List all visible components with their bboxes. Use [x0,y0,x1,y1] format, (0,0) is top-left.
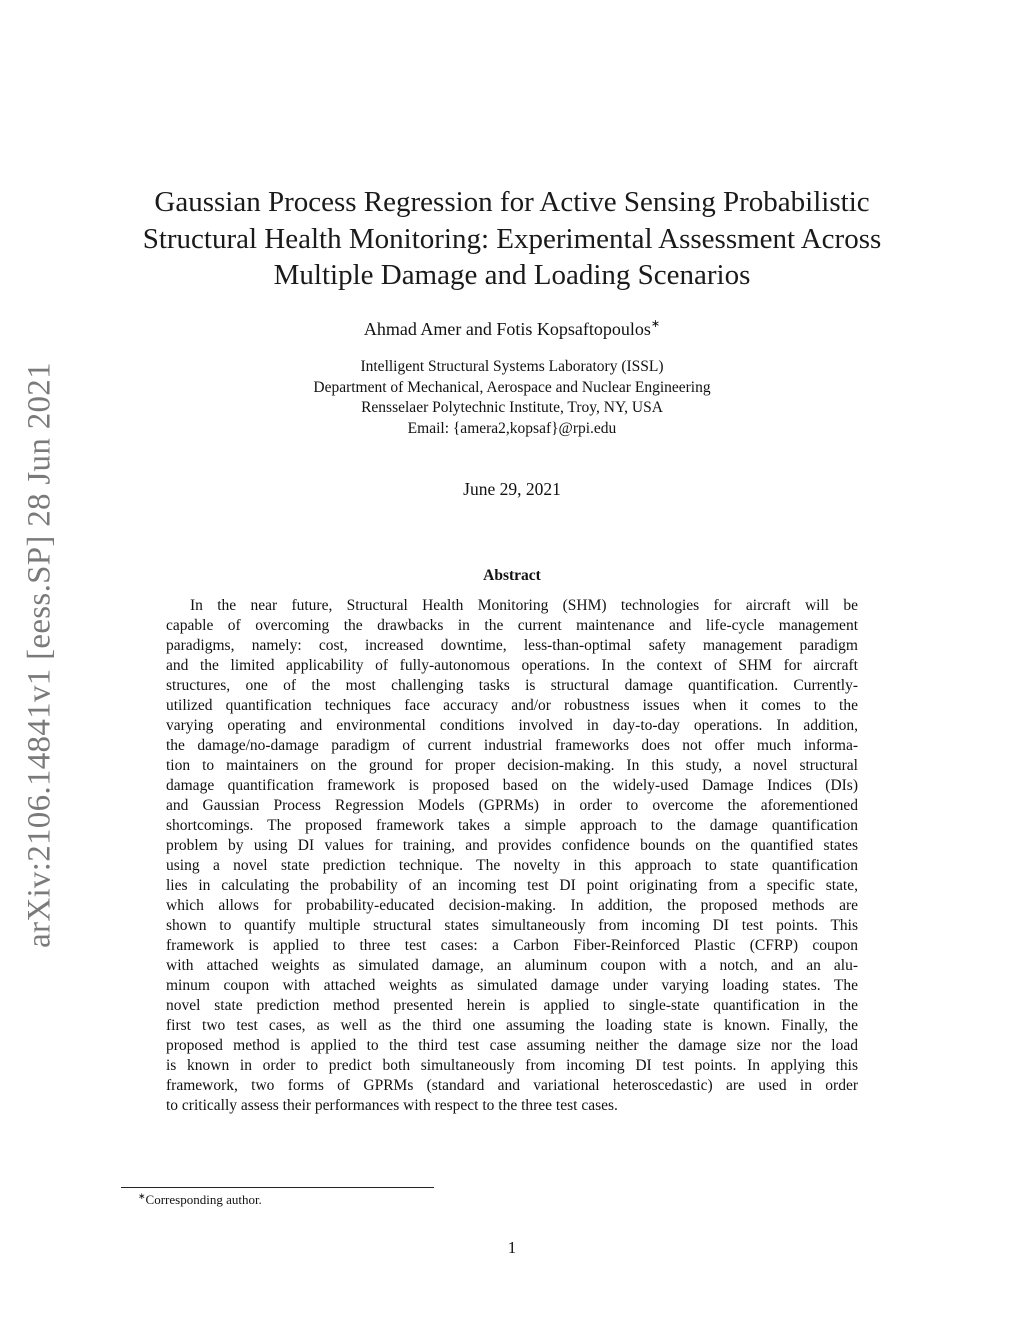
affiliation-line: Department of Mechanical, Aerospace and Nuclear Engineering [313,378,711,396]
abstract-line: first two test cases, as well as the third one assuming the loading state is known. Finally, the [166,1017,858,1034]
abstract-line: the damage/no-damage paradigm of current industrial frameworks does not offer much informa- [166,737,858,754]
arxiv-identifier-text: arXiv:2106.14841v1 [eess.SP] 28 Jun 2021 [21,362,58,948]
paper-date: June 29, 2021 [463,479,561,499]
footnote-mark: ∗ [138,1191,146,1201]
abstract-line: proposed method is applied to the third test case assuming neither the damage size nor the load [166,1037,858,1054]
abstract-line: novel state prediction method presented herein is applied to single-state quantification in the [166,997,858,1014]
abstract-line: with attached weights as simulated damage, an aluminum coupon with a notch, and an alu- [166,957,858,974]
abstract-line: lies in calculating the probability of an incoming test DI point originating from a specific state, [166,877,858,894]
abstract-line: capable of overcoming the drawbacks in the current maintenance and life-cycle management [166,617,858,634]
abstract-line: and Gaussian Process Regression Models (GPRMs) in order to overcome the aforementioned [166,797,858,814]
abstract-line: minum coupon with attached weights as simulated damage under varying loading states. The [166,977,858,994]
abstract-line: framework is applied to three test cases: a Carbon Fiber-Reinforced Plastic (CFRP) coupon [166,937,858,954]
abstract-line: paradigms, namely: cost, increased downtime, less-than-optimal safety management paradigm [166,637,858,654]
title-line: Structural Health Monitoring: Experimental Assessment Across [142,222,882,255]
affiliation-line: Rensselaer Polytechnic Institute, Troy, NY, USA [361,399,663,416]
footnote-divider [121,1187,434,1188]
abstract-line: using a novel state prediction technique. The novelty in this approach to state quantification [166,857,858,874]
abstract-line: framework, two forms of GPRMs (standard and variational heteroscedastic) are used in order [166,1077,858,1094]
affiliation-line: Intelligent Structural Systems Laboratory (ISSL) [360,358,664,375]
abstract-line: shown to quantify multiple structural states simultaneously from incoming DI test points. This [166,917,858,934]
paper-title [112,184,912,294]
abstract-line: utilized quantification techniques face accuracy and/or robustness issues when it comes to the [166,697,858,714]
abstract-line: shortcomings. The proposed framework takes a simple approach to the damage quantification [166,817,858,834]
author-names: Ahmad Amer and Fotis Kopsaftopoulos [363,319,651,339]
page-number: 1 [507,1238,517,1257]
abstract-line: damage quantification framework is proposed based on the widely-used Damage Indices (DIs) [166,777,858,794]
abstract-heading: Abstract [483,567,541,584]
abstract-line: is known in order to predict both simultaneously from incoming DI test points. In applying this [166,1057,858,1074]
abstract-line: which allows for probability-educated decision-making. In addition, the proposed methods are [166,897,858,914]
author-list [112,317,912,341]
abstract-body [166,596,858,1116]
abstract-line: to critically assess their performances with respect to the three test cases. [166,1097,618,1114]
footnote [138,1191,262,1208]
abstract-line: In the near future, Structural Health Monitoring (SHM) technologies for aircraft will be [190,597,858,614]
title-line: Gaussian Process Regression for Active Sensing Probabilistic [154,186,870,218]
title-line: Multiple Damage and Loading Scenarios [273,259,751,291]
abstract-line: varying operating and environmental conditions involved in day-to-day operations. In addition, [166,717,858,734]
author-footnote-mark: ∗ [650,318,661,330]
abstract-line: and the limited applicability of fully-autonomous operations. In the context of SHM for aircraft [166,657,858,674]
abstract-line: tion to maintainers on the ground for proper decision-making. In this study, a novel structural [166,757,858,774]
abstract-line: problem by using DI values for training, and provides confidence bounds on the quantified states [166,837,858,854]
abstract-line: structures, one of the most challenging tasks is structural damage quantification. Currently- [166,677,858,694]
affiliation-block [112,357,912,439]
footnote-text: Corresponding author. [145,1192,262,1207]
email-line: Email: {amera2,kopsaf}@rpi.edu [407,419,617,437]
